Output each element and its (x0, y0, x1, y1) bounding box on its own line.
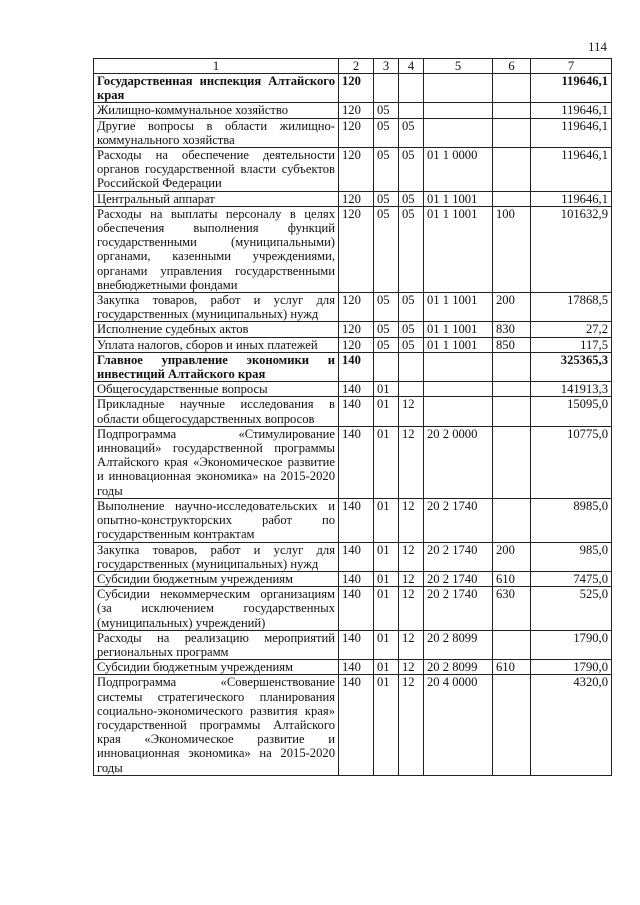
target-article-cell (424, 103, 493, 118)
section-cell (374, 352, 399, 381)
amount-cell: 119646,1 (531, 74, 612, 103)
subsection-cell: 12 (399, 498, 424, 542)
table-row (94, 542, 612, 571)
expense-type-cell (493, 103, 531, 118)
admin-code-cell: 140 (339, 382, 374, 397)
column-header: 4 (399, 59, 424, 74)
target-article-cell: 20 2 1740 (424, 571, 493, 586)
section-cell: 01 (374, 630, 399, 659)
expense-type-cell (493, 148, 531, 192)
admin-code-cell: 140 (339, 542, 374, 571)
section-cell: 01 (374, 571, 399, 586)
budget-table (93, 58, 612, 776)
expense-type-cell (493, 382, 531, 397)
table-row (94, 206, 612, 292)
section-cell: 05 (374, 293, 399, 322)
subsection-cell: 12 (399, 587, 424, 631)
row-name-cell: Государственная инспекция Алтайского края (94, 74, 339, 103)
section-cell: 01 (374, 542, 399, 571)
subsection-cell (399, 352, 424, 381)
admin-code-cell: 140 (339, 397, 374, 426)
table-header-row (94, 59, 612, 74)
subsection-cell: 12 (399, 675, 424, 775)
target-article-cell: 20 2 8099 (424, 630, 493, 659)
expense-type-cell (493, 352, 531, 381)
target-article-cell: 20 2 0000 (424, 426, 493, 498)
section-cell: 05 (374, 337, 399, 352)
row-name-cell: Подпрограмма «Стимулирование инноваций» государственной программы Алтайского края «Экономическое развитие и инновационная экономика» на 2015-2020 годы (94, 426, 339, 498)
admin-code-cell: 120 (339, 148, 374, 192)
expense-type-cell (493, 426, 531, 498)
section-cell: 01 (374, 498, 399, 542)
expense-type-cell (493, 191, 531, 206)
subsection-cell: 12 (399, 660, 424, 675)
column-header: 5 (424, 59, 493, 74)
target-article-cell: 20 4 0000 (424, 675, 493, 775)
amount-cell: 525,0 (531, 587, 612, 631)
amount-cell: 985,0 (531, 542, 612, 571)
section-cell: 01 (374, 382, 399, 397)
amount-cell: 119646,1 (531, 148, 612, 192)
table-row (94, 675, 612, 775)
row-name-cell: Субсидии бюджетным учреждениям (94, 660, 339, 675)
column-header: 3 (374, 59, 399, 74)
expense-type-cell (493, 74, 531, 103)
table-row (94, 118, 612, 147)
table-row (94, 660, 612, 675)
table-row (94, 352, 612, 381)
target-article-cell (424, 397, 493, 426)
table-row (94, 587, 612, 631)
table-row (94, 191, 612, 206)
admin-code-cell: 120 (339, 206, 374, 292)
section-cell: 05 (374, 206, 399, 292)
section-cell: 01 (374, 660, 399, 675)
admin-code-cell: 120 (339, 103, 374, 118)
target-article-cell (424, 352, 493, 381)
row-name-cell: Расходы на реализацию мероприятий региональных программ (94, 630, 339, 659)
amount-cell: 10775,0 (531, 426, 612, 498)
expense-type-cell: 610 (493, 660, 531, 675)
table-row (94, 498, 612, 542)
table-row (94, 103, 612, 118)
section-cell: 01 (374, 587, 399, 631)
subsection-cell: 05 (399, 148, 424, 192)
amount-cell: 101632,9 (531, 206, 612, 292)
section-cell: 01 (374, 675, 399, 775)
target-article-cell: 20 2 1740 (424, 498, 493, 542)
amount-cell: 119646,1 (531, 103, 612, 118)
amount-cell: 141913,3 (531, 382, 612, 397)
admin-code-cell: 120 (339, 293, 374, 322)
subsection-cell: 05 (399, 118, 424, 147)
row-name-cell: Исполнение судебных актов (94, 322, 339, 337)
admin-code-cell: 140 (339, 675, 374, 775)
amount-cell: 8985,0 (531, 498, 612, 542)
row-name-cell: Уплата налогов, сборов и иных платежей (94, 337, 339, 352)
row-name-cell: Центральный аппарат (94, 191, 339, 206)
target-article-cell (424, 74, 493, 103)
row-name-cell: Выполнение научно-исследовательских и опытно-конструкторских работ по государственным контрактам (94, 498, 339, 542)
subsection-cell (399, 74, 424, 103)
subsection-cell: 12 (399, 542, 424, 571)
section-cell: 05 (374, 118, 399, 147)
expense-type-cell: 850 (493, 337, 531, 352)
column-header: 6 (493, 59, 531, 74)
admin-code-cell: 140 (339, 587, 374, 631)
expense-type-cell (493, 630, 531, 659)
row-name-cell: Жилищно-коммунальное хозяйство (94, 103, 339, 118)
admin-code-cell: 120 (339, 191, 374, 206)
subsection-cell (399, 382, 424, 397)
admin-code-cell: 140 (339, 630, 374, 659)
amount-cell: 17868,5 (531, 293, 612, 322)
section-cell: 05 (374, 103, 399, 118)
expense-type-cell (493, 498, 531, 542)
amount-cell: 117,5 (531, 337, 612, 352)
row-name-cell: Субсидии бюджетным учреждениям (94, 571, 339, 586)
target-article-cell (424, 382, 493, 397)
admin-code-cell: 140 (339, 498, 374, 542)
section-cell: 05 (374, 191, 399, 206)
target-article-cell: 01 1 1001 (424, 191, 493, 206)
column-header: 2 (339, 59, 374, 74)
expense-type-cell (493, 118, 531, 147)
section-cell: 05 (374, 322, 399, 337)
column-header: 7 (531, 59, 612, 74)
admin-code-cell: 140 (339, 660, 374, 675)
row-name-cell: Главное управление экономики и инвестиций Алтайского края (94, 352, 339, 381)
section-cell: 01 (374, 426, 399, 498)
target-article-cell: 20 2 1740 (424, 542, 493, 571)
subsection-cell: 05 (399, 206, 424, 292)
amount-cell: 119646,1 (531, 191, 612, 206)
subsection-cell: 05 (399, 191, 424, 206)
subsection-cell: 12 (399, 426, 424, 498)
expense-type-cell: 100 (493, 206, 531, 292)
table-row (94, 148, 612, 192)
amount-cell: 119646,1 (531, 118, 612, 147)
row-name-cell: Закупка товаров, работ и услуг для государственных (муниципальных) нужд (94, 542, 339, 571)
amount-cell: 325365,3 (531, 352, 612, 381)
page-number: 114 (587, 39, 607, 54)
table-row (94, 426, 612, 498)
admin-code-cell: 140 (339, 426, 374, 498)
table-row (94, 322, 612, 337)
table-row (94, 293, 612, 322)
target-article-cell: 01 1 1001 (424, 337, 493, 352)
row-name-cell: Расходы на выплаты персоналу в целях обеспечения выполнения функций государственными (муниципальными) органами, казенными учреждениями, органами управления государственными внебюджетными фондами (94, 206, 339, 292)
expense-type-cell: 610 (493, 571, 531, 586)
admin-code-cell: 120 (339, 322, 374, 337)
amount-cell: 27,2 (531, 322, 612, 337)
admin-code-cell: 140 (339, 352, 374, 381)
subsection-cell: 05 (399, 293, 424, 322)
expense-type-cell: 200 (493, 293, 531, 322)
admin-code-cell: 120 (339, 337, 374, 352)
table-row (94, 382, 612, 397)
target-article-cell: 01 1 1001 (424, 322, 493, 337)
expense-type-cell: 630 (493, 587, 531, 631)
target-article-cell: 20 2 1740 (424, 587, 493, 631)
admin-code-cell: 120 (339, 118, 374, 147)
target-article-cell: 20 2 8099 (424, 660, 493, 675)
row-name-cell: Прикладные научные исследования в области общегосударственных вопросов (94, 397, 339, 426)
expense-type-cell: 830 (493, 322, 531, 337)
admin-code-cell: 140 (339, 571, 374, 586)
row-name-cell: Подпрограмма «Совершенствование системы стратегического планирования социально-экономического развития края» государственной программы Алтайского края «Экономическое развитие и инновационная экономика» на 2015-2020 годы (94, 675, 339, 775)
subsection-cell: 05 (399, 322, 424, 337)
table-row (94, 630, 612, 659)
table-row (94, 571, 612, 586)
amount-cell: 4320,0 (531, 675, 612, 775)
subsection-cell: 05 (399, 337, 424, 352)
section-cell: 05 (374, 148, 399, 192)
section-cell: 01 (374, 397, 399, 426)
amount-cell: 1790,0 (531, 630, 612, 659)
subsection-cell: 12 (399, 571, 424, 586)
subsection-cell: 12 (399, 397, 424, 426)
target-article-cell: 01 1 1001 (424, 206, 493, 292)
row-name-cell: Общегосударственные вопросы (94, 382, 339, 397)
amount-cell: 7475,0 (531, 571, 612, 586)
expense-type-cell (493, 397, 531, 426)
row-name-cell: Субсидии некоммерческим организациям (за исключением государственных (муниципальных) учреждений) (94, 587, 339, 631)
table-row (94, 337, 612, 352)
column-header: 1 (94, 59, 339, 74)
table-row (94, 397, 612, 426)
row-name-cell: Другие вопросы в области жилищно-коммунального хозяйства (94, 118, 339, 147)
amount-cell: 15095,0 (531, 397, 612, 426)
subsection-cell (399, 103, 424, 118)
expense-type-cell (493, 675, 531, 775)
target-article-cell (424, 118, 493, 147)
row-name-cell: Расходы на обеспечение деятельности органов государственной власти субъектов Российской Федерации (94, 148, 339, 192)
expense-type-cell: 200 (493, 542, 531, 571)
subsection-cell: 12 (399, 630, 424, 659)
section-cell (374, 74, 399, 103)
admin-code-cell: 120 (339, 74, 374, 103)
target-article-cell: 01 1 1001 (424, 293, 493, 322)
amount-cell: 1790,0 (531, 660, 612, 675)
table-row (94, 74, 612, 103)
row-name-cell: Закупка товаров, работ и услуг для государственных (муниципальных) нужд (94, 293, 339, 322)
target-article-cell: 01 1 0000 (424, 148, 493, 192)
